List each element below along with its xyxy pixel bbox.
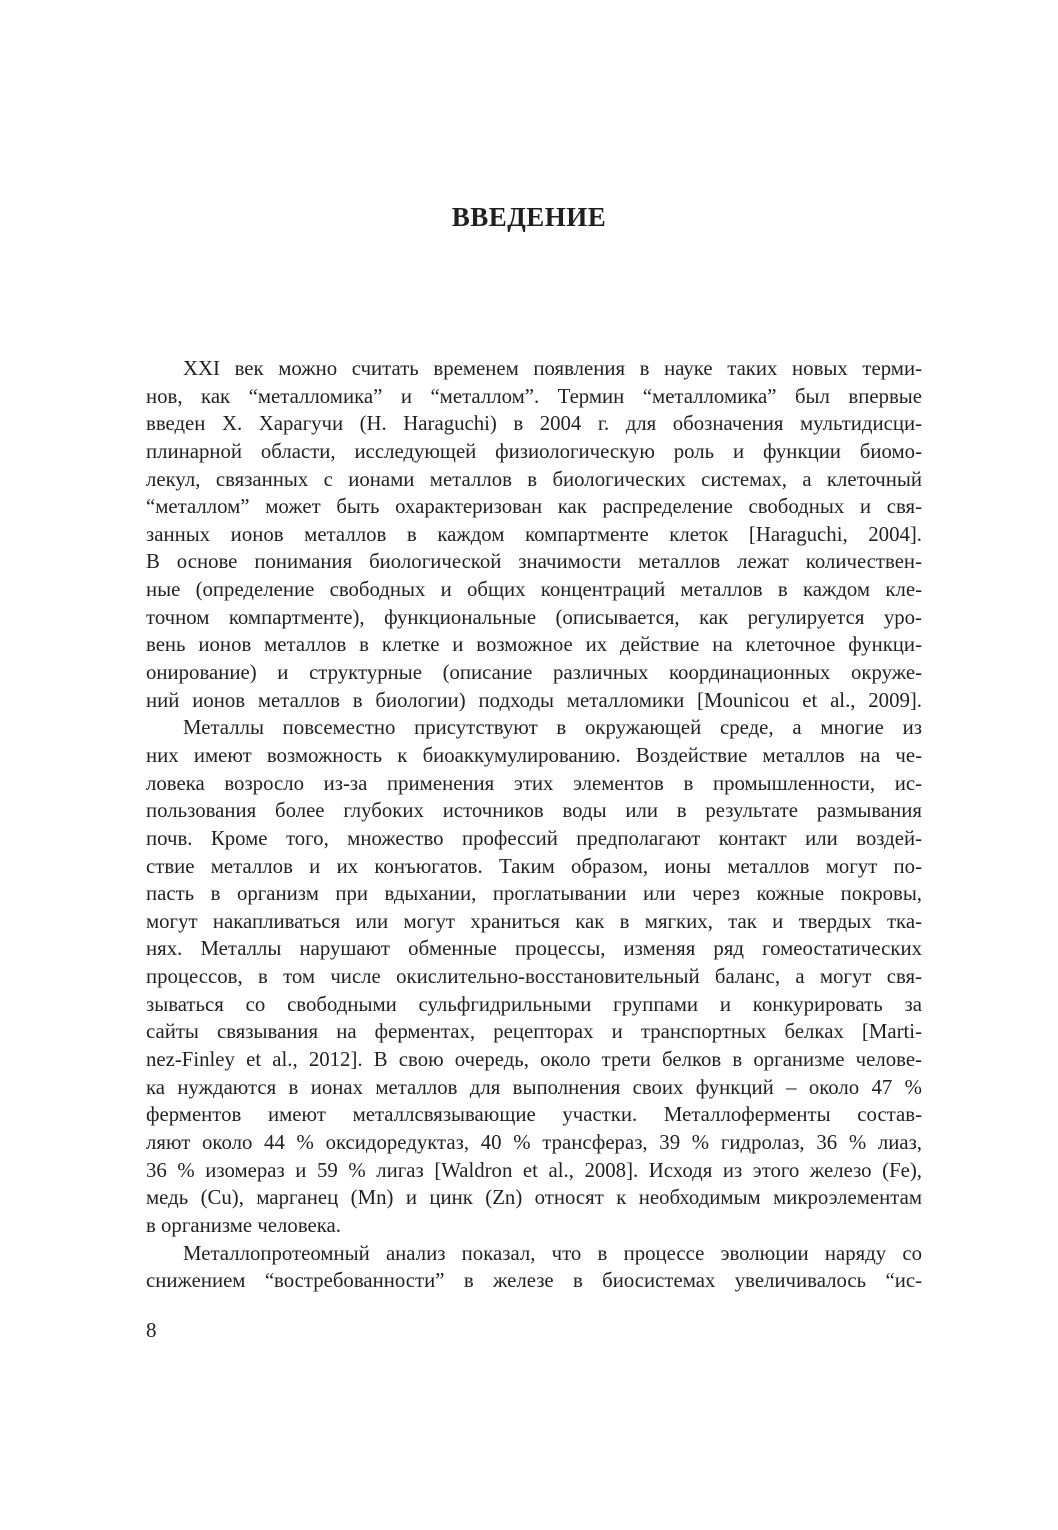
text-line: пользования более глубоких источников воды или в результате размывания — [146, 799, 922, 823]
text-line: Металлы повсеместно присутствуют в окружающей среде, а многие из — [183, 716, 922, 740]
text-line: нях. Металлы нарушают обменные процессы, изменяя ряд гомеостатических — [146, 937, 922, 961]
text-line: плинарной области, исследующей физиологическую роль и функции биомо- — [146, 439, 922, 463]
text-line: занных ионов металлов в каждом компартменте клеток [Haraguchi, 2004]. — [146, 522, 922, 546]
body-text — [146, 355, 922, 1295]
text-line: точном компартменте), функциональные (описывается, как регулируется уро- — [146, 605, 922, 629]
text-line: процессов, в том числе окислительно-восстановительный баланс, а могут свя- — [146, 965, 922, 989]
page-number: 8 — [146, 1318, 157, 1342]
text-line: лекул, связанных с ионами металлов в биологических системах, а клеточный — [146, 467, 922, 491]
text-line: ные (определение свободных и общих концентраций металлов в каждом кле- — [146, 578, 922, 602]
text-line: онирование) и структурные (описание различных координационных окруже- — [146, 661, 922, 685]
text-line: Металлопротеомный анализ показал, что в процессе эволюции наряду со — [183, 1241, 922, 1265]
text-line: ловека возросло из-за применения этих элементов в промышленности, ис- — [146, 771, 922, 795]
text-line: сайты связывания на ферментах, рецепторах и транспортных белках [Marti- — [146, 1020, 922, 1044]
text-line: почв. Кроме того, множество профессий предполагают контакт или воздей- — [146, 826, 922, 850]
text-line: нов, как “металломика” и “металлом”. Термин “металломика” был впервые — [146, 384, 922, 408]
text-line: вень ионов металлов в клетке и возможное их действие на клеточное функци- — [146, 633, 922, 657]
text-line: ствие металлов и их конъюгатов. Таким образом, ионы металлов могут по- — [146, 854, 922, 878]
text-line: XXI век можно считать временем появления в науке таких новых терми- — [183, 357, 922, 380]
text-line: снижением “востребованности” в железе в биосистемах увеличивалось “ис- — [146, 1269, 922, 1293]
text-line: ний ионов металлов в биологии) подходы металломики [Mounicou et al., 2009]. — [146, 688, 922, 712]
text-line: 36 % изомераз и 59 % лигаз [Waldron et al., 2008]. Исходя из этого железо (Fe), — [146, 1158, 922, 1182]
text-line: пасть в организм при вдыхании, проглатывании или через кожные покровы, — [146, 882, 922, 906]
text-line: В основе понимания биологической значимости металлов лежат количествен- — [146, 550, 922, 574]
text-line: медь (Cu), марганец (Mn) и цинк (Zn) относят к необходимым микроэлементам — [146, 1186, 922, 1210]
text-line: могут накапливаться или могут храниться как в мягких, так и твердых тка- — [146, 909, 922, 933]
text-line: nez-Finley et al., 2012]. В свою очередь, около трети белков в организме челове- — [146, 1048, 922, 1072]
text-line: введен Х. Харагучи (H. Haraguchi) в 2004 г. для обозначения мультидисци- — [146, 412, 922, 436]
text-line: “металлом” может быть охарактеризован как распределение свободных и свя- — [146, 495, 922, 519]
text-line: ляют около 44 % оксидоредуктаз, 40 % трансфераз, 39 % гидролаз, 36 % лиаз, — [146, 1130, 922, 1154]
text-line: зываться со свободными сульфгидрильными группами и конкурировать за — [146, 992, 922, 1016]
text-line: ферментов имеют металлсвязывающие участки. Металлоферменты состав- — [146, 1103, 922, 1127]
text-line: в организме человека. — [146, 1213, 341, 1237]
chapter-title: ВВЕДЕНИЕ — [451, 202, 607, 232]
text-line: ка нуждаются в ионах металлов для выполнения своих функций – около 47 % — [146, 1075, 922, 1099]
text-line: них имеют возможность к биоаккумулированию. Воздействие металлов на че- — [146, 743, 922, 767]
